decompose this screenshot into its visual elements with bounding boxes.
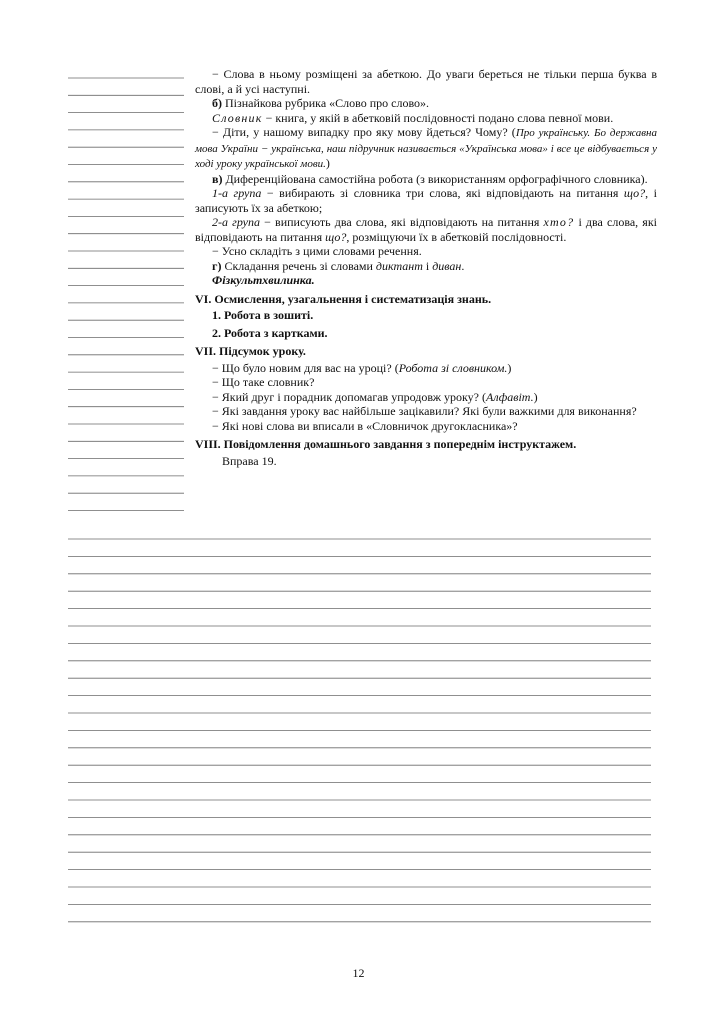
section-heading-6: VI. Осмислення, узагальнення і систематизація знань. (195, 291, 492, 306)
paragraph-language-question: − Діти, у нашому випадку про яку мову йдеться? Чому? (Про українську. Бо державна мова України − українська, наш підручник називається «Українська мова» і все це відбувається у ході уроку української мови.) (195, 125, 657, 170)
physical-break: Фізкультхвилинка. (212, 273, 315, 287)
item-marker-v: в) (212, 171, 223, 186)
paragraph-sentences: г) Складання речень зі словами диктант і диван. (212, 258, 465, 273)
paragraph-alphabet-order: − Слова в ньому розміщені за абеткою. До уваги береться не тільки перша буква в слові, а й усі наступні. (195, 67, 657, 96)
paragraph-group-1: 1-а група − вибирають зі словника три слова, які відповідають на питання що?, і записують їх за абеткою; (195, 186, 657, 215)
task-notebook: 1. Робота в зошиті. (212, 308, 314, 322)
answer-language: Про українську. Бо державна мова України − українська, наш підручник називається «Українська мова» і все це відбувається у ході уроку української мови. (195, 127, 657, 170)
summary-question-4: − Які завдання уроку вас найбільше зацікавили? Які були важкими для виконання? (212, 404, 637, 418)
page-number: 12 (352, 966, 365, 980)
summary-question-5: − Які нові слова ви вписали в «Словничок другокласника»? (212, 418, 518, 433)
paragraph-slovnyk-definition: Словник − книга, у якій в абетковій послідовності подано слова певної мови. (212, 110, 614, 125)
paragraph-group-2: 2-а група − виписують два слова, які відповідають на питання хто? і два слова, які відповідають на питання що?, розміщуючи їх в абетковій послідовності. (195, 215, 657, 244)
summary-question-3: − Який друг і порадник допомагав упродовж уроку? (Алфавіт.) (212, 389, 538, 404)
paragraph-rubric: б) Пізнайкова рубрика «Слово про слово». (212, 96, 430, 110)
summary-question-2: − Що таке словник? (212, 375, 315, 389)
item-marker-g: г) (212, 258, 222, 273)
paragraph-oral-task: − Усно складіть з цими словами речення. (212, 244, 422, 258)
task-cards: 2. Робота з картками. (212, 325, 328, 340)
paragraph-differentiated-work: в) Диференційована самостійна робота (з використанням орфографічного словника). (212, 171, 648, 186)
item-marker-b: б) (212, 96, 222, 110)
section-heading-8: VIII. Повідомлення домашнього завдання з попереднім інструктажем. (195, 437, 577, 451)
lesson-text (195, 67, 657, 468)
term-slovnyk: Словник (212, 110, 263, 125)
section-heading-7: VII. Підсумок уроку. (195, 344, 306, 358)
summary-question-1: − Що було новим для вас на уроці? (Робота зі словником.) (212, 360, 512, 375)
homework-exercise: Вправа 19. (222, 453, 277, 468)
